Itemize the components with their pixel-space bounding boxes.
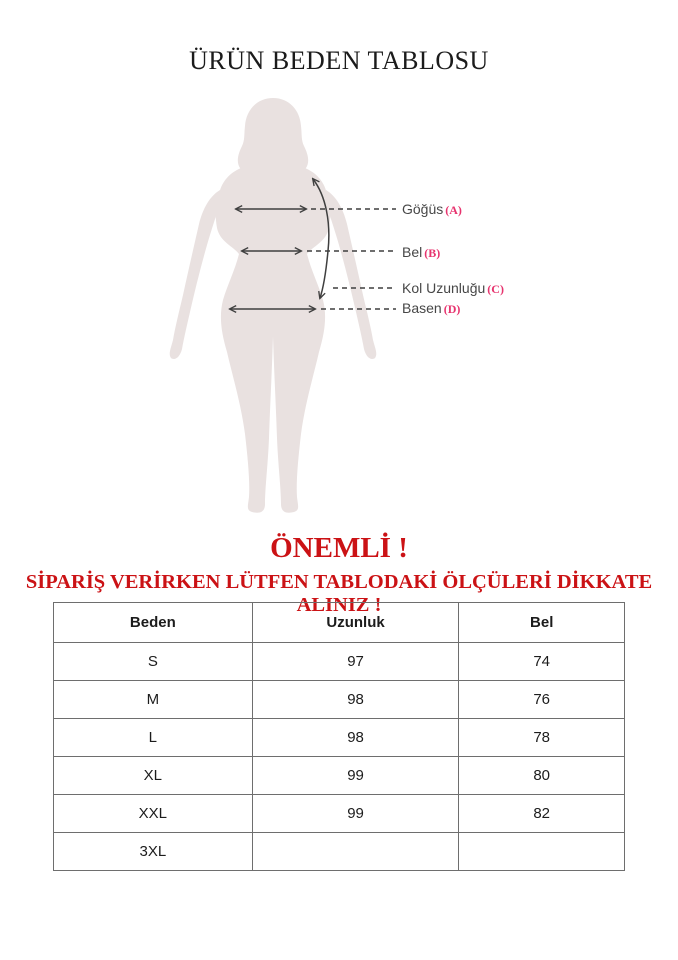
measurement-label-text: Bel: [402, 244, 423, 260]
cell-bel: 82: [459, 795, 625, 833]
size-table-header-row: [54, 603, 625, 643]
cell-beden: XXL: [54, 795, 253, 833]
silhouette-left-arm: [170, 190, 222, 359]
measurement-letter: (D): [443, 302, 461, 316]
table-row: [54, 833, 625, 871]
cell-bel: 74: [459, 643, 625, 681]
cell-beden: S: [54, 643, 253, 681]
column-header-bel: Bel: [459, 603, 625, 643]
cell-uzunluk: 99: [252, 757, 459, 795]
measurement-letter: (C): [487, 282, 504, 296]
body-measurement-diagram: [130, 88, 678, 518]
table-row: [54, 757, 625, 795]
cell-beden: 3XL: [54, 833, 253, 871]
measurement-label-chest: [402, 202, 462, 218]
important-note: SİPARİŞ VERİRKEN LÜTFEN TABLODAKİ ÖLÇÜLERİ DİKKATE ALINIZ !: [25, 571, 653, 616]
silhouette-torso-legs: [216, 163, 331, 513]
cell-uzunluk: 99: [252, 795, 459, 833]
measurement-label-arm-length: [402, 281, 504, 297]
table-row: [54, 719, 625, 757]
measurement-label-text: Basen: [402, 300, 442, 316]
measurement-letter: (A): [445, 203, 462, 217]
cell-bel: 80: [459, 757, 625, 795]
table-row: [54, 643, 625, 681]
cell-beden: M: [54, 681, 253, 719]
cell-bel: 78: [459, 719, 625, 757]
measurement-label-waist: [402, 245, 440, 261]
cell-bel: [459, 833, 625, 871]
important-heading: ÖNEMLİ !: [270, 532, 408, 564]
page-title: ÜRÜN BEDEN TABLOSU: [189, 46, 489, 75]
cell-uzunluk: 97: [252, 643, 459, 681]
cell-uzunluk: [252, 833, 459, 871]
size-table: [53, 602, 625, 871]
silhouette-right-arm: [324, 190, 376, 359]
column-header-beden: Beden: [54, 603, 253, 643]
cell-beden: L: [54, 719, 253, 757]
measurement-label-text: Kol Uzunluğu: [402, 280, 486, 296]
cell-bel: 76: [459, 681, 625, 719]
column-header-uzunluk: Uzunluk: [252, 603, 459, 643]
table-row: [54, 795, 625, 833]
measurement-label-text: Göğüs: [402, 201, 444, 217]
measurement-letter: (B): [424, 246, 441, 260]
cell-uzunluk: 98: [252, 719, 459, 757]
table-row: [54, 681, 625, 719]
cell-uzunluk: 98: [252, 681, 459, 719]
measurement-label-hip: [402, 301, 460, 317]
cell-beden: XL: [54, 757, 253, 795]
